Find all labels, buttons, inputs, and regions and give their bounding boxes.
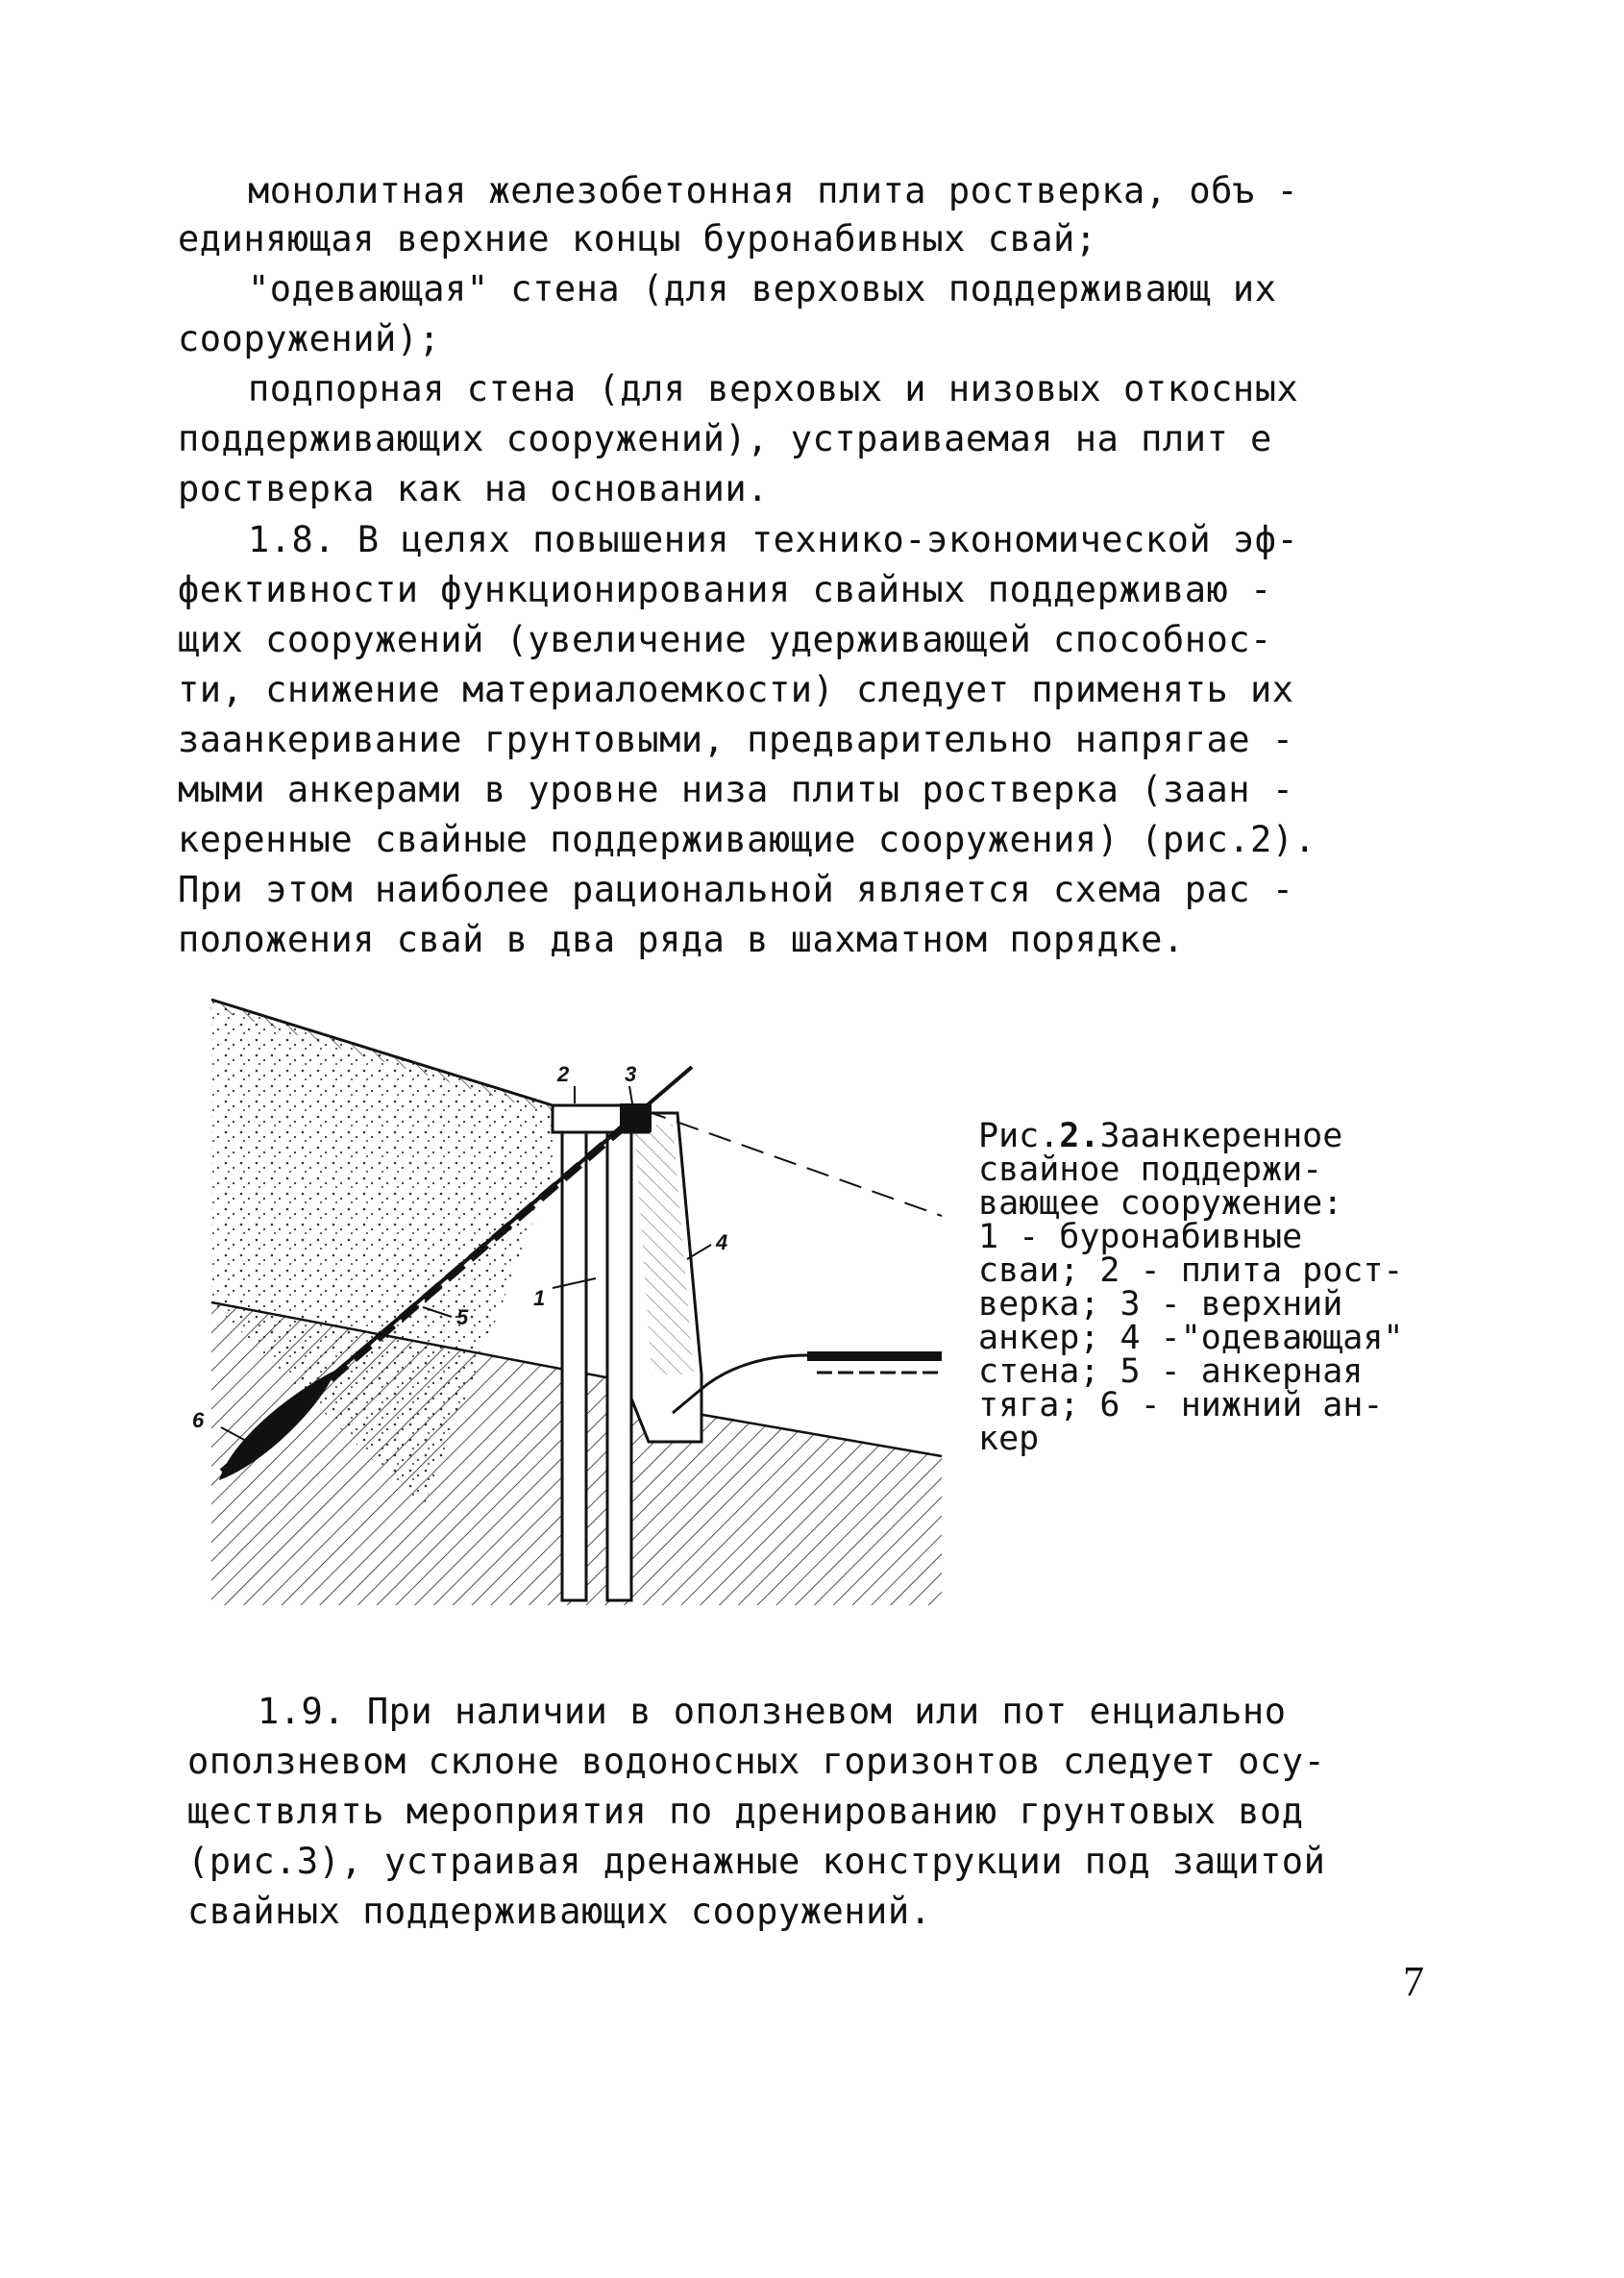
figure-caption-line: анкер; 4 -"одевающая" xyxy=(978,1319,1404,1357)
figure-caption-line: 1 - буронабивные xyxy=(978,1218,1303,1256)
figure-label-6: 6 xyxy=(192,1408,205,1432)
text-line: 1.9. При наличии в оползневом или пот енциально xyxy=(258,1691,1287,1732)
text-line: ти, снижение материалоемкости) следует применять их xyxy=(178,669,1294,710)
figure-label-5: 5 xyxy=(456,1305,469,1329)
text-line: (рис.3), устраивая дренажные конструкции под защитой xyxy=(187,1841,1326,1882)
figure-caption-line: верка; 3 - верхний xyxy=(978,1285,1343,1324)
text-line: монолитная железобетонная плита ростверка, объ - xyxy=(248,170,1299,211)
leader-line-3 xyxy=(629,1086,632,1103)
figure-caption-line: свайное поддержи- xyxy=(978,1151,1323,1189)
surface-layer-right xyxy=(807,1351,942,1361)
text-line: фективности функционирования свайных поддерживаю - xyxy=(178,569,1272,610)
projection-dashed-line xyxy=(644,1110,942,1216)
text-line: "одевающая" стена (для верховых поддерживающ их xyxy=(248,268,1277,310)
text-line: 1.8. В целях повышения технико-экономической эф- xyxy=(248,519,1299,560)
figure-caption-line: стена; 5 - анкерная xyxy=(978,1352,1364,1391)
text-line: При этом наиболее рациональной является схема рас - xyxy=(178,869,1294,910)
text-line: щих сооружений (увеличение удерживающей способнос- xyxy=(178,619,1272,660)
page-number: 7 xyxy=(1403,1958,1424,2005)
text-line: подпорная стена (для верховых и низовых откосных xyxy=(248,368,1299,409)
text-line: положения свай в два ряда в шахматном порядке. xyxy=(178,919,1185,960)
text-line: свайных поддерживающих сооружений. xyxy=(187,1891,932,1932)
text-line: керенные свайные поддерживающие сооружения) (рис.2). xyxy=(178,819,1316,860)
figure-label-4: 4 xyxy=(716,1230,728,1254)
bored-pile-2 xyxy=(607,1129,631,1600)
anchored-pile-structure-diagram xyxy=(192,990,961,1624)
figure-label-1: 1 xyxy=(533,1286,546,1310)
bored-pile-1 xyxy=(562,1129,586,1600)
text-line: поддерживающих сооружений), устраиваемая на плит е xyxy=(178,418,1272,459)
text-line: ростверка как на основании. xyxy=(178,468,769,509)
text-line: единяющая верхние концы буронабивных свай; xyxy=(178,218,1097,260)
text-line: мыми анкерами в уровне низа плиты ростверка (заан - xyxy=(178,769,1294,810)
figure-label-3: 3 xyxy=(625,1062,637,1086)
figure-caption-line: кер xyxy=(978,1420,1040,1458)
figure-caption-line: вающее сооружение: xyxy=(978,1184,1343,1223)
figure-caption-line: тяга; 6 - нижний ан- xyxy=(978,1386,1384,1424)
figure-label-2: 2 xyxy=(557,1062,570,1086)
text-line: ществлять мероприятия по дренированию грунтовых вод xyxy=(187,1791,1304,1832)
text-line: сооружений); xyxy=(178,318,441,359)
figure-caption-title: Рис.2.Заанкеренное xyxy=(978,1117,1343,1155)
figure-caption-line: сваи; 2 - плита рост- xyxy=(978,1251,1404,1290)
text-line: оползневом склоне водоносных горизонтов следует осу- xyxy=(187,1741,1326,1782)
ground-line-right xyxy=(673,1355,942,1413)
text-line: заанкеривание грунтовыми, предварительно напрягае - xyxy=(178,719,1294,760)
